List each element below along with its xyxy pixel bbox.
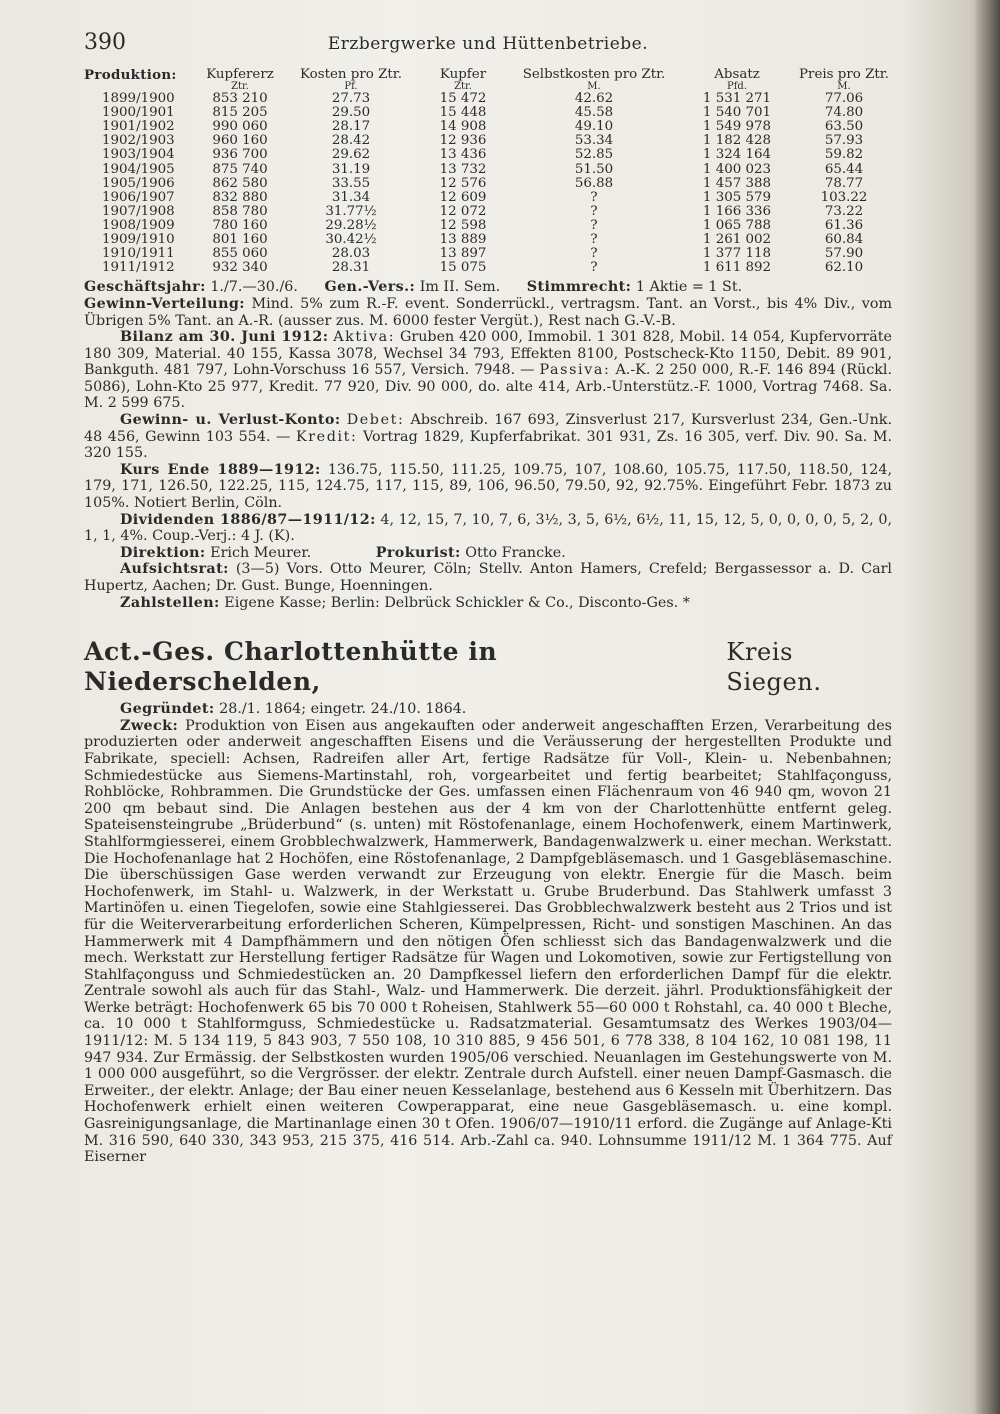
table-cell: 61.36 xyxy=(824,217,864,233)
table-row xyxy=(84,163,892,177)
table-cell: 77.06 xyxy=(824,91,864,107)
zahlstellen-text: Eigene Kasse; Berlin: Delbrück Schickler & Co., Disconto-Ges. * xyxy=(224,594,690,611)
zweck-paragraph xyxy=(84,718,892,1166)
kurs-label: Kurs Ende 1889—1912: xyxy=(120,461,321,478)
table-cell: 1 457 388 xyxy=(702,175,772,191)
table-cell: 875 740 xyxy=(212,161,268,177)
table-row xyxy=(84,148,892,162)
prokurist-text: Otto Francke. xyxy=(465,544,566,561)
table-cell-year: 1911/1912 xyxy=(102,260,175,276)
table-cell-year: 1908/1909 xyxy=(102,217,175,233)
table-cell: 52.85 xyxy=(574,147,614,163)
debet-text: Abschreib. 167 693, Zinsverlust 217, Kursverlust 234, Gen.-Unk. 48 456, Gewinn 103 554. — xyxy=(84,412,893,445)
company-name: Act.-Ges. Charlottenhütte in Niederschelden, xyxy=(84,637,498,697)
gegruendet-text: 28./1. 1864; eingetr. 24./10. 1864. xyxy=(219,701,467,718)
table-cell-year: 1899/1900 xyxy=(102,91,175,107)
table-cell: 13 732 xyxy=(439,161,487,177)
zweck-text: Produktion von Eisen aus angekauften oder anderweit angeschafften Erzen, Verarbeitung des produzierten oder anderweit angeschafften Eisens und die Veräusserung der hergestellten Produkte und Fabrikate, speciell: Achsen, Radreifen aller Art, fertige Radsätze für Voll-, Klein- u. Nebenbahnen; Schmiedestücke aus Siemens-Martinstahl, roh, vorgearbeitet und fertig bearbeitet; Stahlfaçonguss, Rohblöcke, Rohbrammen. Die Grundstücke der Ges. umfassen einen Flächenraum von 46 940 qm, wovon 21 200 qm bebaut sind. Die Anlagen bestehen aus der 4 km von der Charlottenhütte entfernt geleg. Spateisensteingrube „Brüderbund“ (s. unten) mit Röstofenanlage, einem Hochofenwerk, einem Martinwerk, Stahlformgiesserei, einem Grobblechwalzwerk, Hammerwerk, Bandagenwalzwerk u. einer mechan. Werkstatt. Die Hochofenanlage hat 2 Hochöfen, eine Röstofenanlage, 2 Dampfgebläsemasch. und 1 Gasgebläsemaschine. Die überschüssigen Gase werden verwandt zur Erzeugung von elektr. Energie für die Masch. beim Hochofenwerk, im Stahl- u. Walzwerk, in der Werkstatt u. Grube Bruderbund. Das Stahlwerk umfasst 3 Martinöfen u. einen Tiegelofen, sowie eine Stahlgiesserei. Das Grobblechwalzwerk besteht aus 2 Trios und ist für die Weiterverarbeitung erforderlichen Scheren, Kümpelpressen, Richt- und sonstigen Maschinen. An das Hammerwerk mit 4 Dampfhämmern und den nötigen Öfen schliesst sich das Bandagenwalzwerk und die mech. Werkstatt zur Herstellung fertiger Radsätze für Wagen und Lokomotiven, sowie zur Fertigstellung von Stahlfaçonguss und Schmiedestücken an. 20 Dampfkessel liefern den erforderlichen Dampf für die elektr. Zentrale sowohl als auch für das Stahl-, Walz- und Hammerwerk. Die derzeit. jährl. Produktionsfähigkeit der Werke beträgt: Hochofenwerk 65 bis 70 000 t Roheisen, Stahlwerk 55—60 000 t Rohstahl, ca. 40 000 t Bleche, ca. 10 000 t Stahlformguss, Schmiedestücke u. Radsatzmaterial. Gesamtumsatz des Werkes 1903/04—1911/12: M. 5 134 119, 5 843 903, 7 550 108, 10 310 885, 9 456 501, 6 778 338, 8 104 162, 10 081 198, 11 947 934. Zur Ermässig. der Selbstkosten wurden 1905/06 verschied. Neuanlagen im Gestehungswerte von M. 1 000 000 ausgeführt, so die Vergrösser. der elektr. Zentrale durch Aufstell. einer neuen Dampf-Gasmasch. die Erweiter., der elektr. Anlage; der Bau einer neuen Kesselanlage, bestehend aus 6 Kesseln mit Überhitzern. Das Hochofenwerk erhielt einen weiteren Cowperapparat, eine neue Gasgebläsemasch. u. eine kompl. Gasreinigungsanlage, die Martinanlage einen 30 t Ofen. 1906/07—1910/11 erford. die Zugänge auf Anlage-Kti M. 316 590, 640 330, 343 953, 215 375, 416 514. Arb.-Zahl ca. 940. Lohnsumme 1911/12 M. 1 364 775. Auf Eiserner xyxy=(84,717,893,1166)
table-cell: 936 700 xyxy=(212,147,268,163)
passiva-text: A.-K. 2 250 000, R.-F. 146 894 (Rückl. 5086), Lohn-Kto 25 977, Kredit. 77 920, Div. 90 000, do. alte 414, Arb.-Unterstütz.-F. 1000, Vortrag 7468. Sa. M. 2 599 675. xyxy=(84,362,893,412)
table-cell: 28.03 xyxy=(331,246,371,262)
table-cell: 30.42½ xyxy=(325,232,377,248)
table-cell: 858 780 xyxy=(212,203,268,219)
gewinn-verlust-label: Gewinn- u. Verlust-Konto: xyxy=(120,412,341,429)
table-cell: 855 060 xyxy=(212,246,268,262)
table-cell: 1 531 271 xyxy=(702,91,772,107)
table-row xyxy=(84,177,892,191)
table-cell: 29.28½ xyxy=(325,217,377,233)
table-cell: 12 598 xyxy=(439,217,487,233)
aufsichtsrat-paragraph xyxy=(84,561,892,594)
table-cell: 103.22 xyxy=(820,189,868,205)
prokurist-label: Prokurist: xyxy=(375,544,461,561)
gen-vers-label: Gen.-Vers.: xyxy=(324,279,416,296)
aktiva-label: Aktiva: xyxy=(333,329,396,346)
table-header: Produktion: xyxy=(84,67,177,83)
bilanz-paragraph xyxy=(84,329,892,412)
table-cell: 28.17 xyxy=(331,119,371,135)
table-cell: 63.50 xyxy=(824,119,864,135)
kurs-text: 136.75, 115.50, 111.25, 109.75, 107, 108.60, 105.75, 117.50, 118.50, 124, 179, 171, 126.50, 122.25, 115, 124.75, 117, 115, 89, 106, 96.50, 79.50, 92, 92.75%. Eingeführt Febr. 1873 zu 105%. Notiert Berlin, Cöln. xyxy=(84,461,893,512)
aufsichtsrat-label: Aufsichtsrat: xyxy=(120,561,229,578)
table-cell-year: 1901/1902 xyxy=(102,119,175,135)
gewinn-verteilung-label: Gewinn-Verteilung: xyxy=(84,295,245,312)
table-cell: 853 210 xyxy=(212,91,268,107)
table-cell: 960 160 xyxy=(212,133,268,149)
table-cell: 12 072 xyxy=(439,203,487,219)
table-row xyxy=(84,191,892,205)
table-cell: 15 075 xyxy=(439,260,487,276)
table-cell: 42.62 xyxy=(574,91,614,107)
table-cell-year: 1907/1908 xyxy=(102,203,175,219)
table-cell: 13 436 xyxy=(439,147,487,163)
table-cell: 801 160 xyxy=(212,232,268,248)
debet-label: Debet: xyxy=(346,412,405,429)
table-row xyxy=(84,247,892,261)
company-heading xyxy=(84,637,892,697)
table-cell: 780 160 xyxy=(212,217,268,233)
table-unit: M. xyxy=(587,81,601,93)
table-cell: ? xyxy=(590,189,598,205)
table-header-row xyxy=(84,68,892,82)
table-cell: 59.82 xyxy=(824,147,864,163)
table-cell: 12 576 xyxy=(439,175,487,191)
dividenden-label: Dividenden 1886/87—1911/12: xyxy=(120,511,376,528)
direktion-label: Direktion: xyxy=(120,544,206,561)
dividenden-paragraph xyxy=(84,512,892,545)
gegruendet-line xyxy=(84,701,892,718)
kurs-paragraph xyxy=(84,462,892,512)
table-cell: 862 580 xyxy=(212,175,268,191)
gewinn-verlust-paragraph xyxy=(84,412,892,462)
table-unit: Pf. xyxy=(344,81,358,93)
table-cell: 73.22 xyxy=(824,203,864,219)
table-cell: 74.80 xyxy=(824,105,864,121)
page-edge-shadow xyxy=(974,0,1000,1414)
table-cell-year: 1900/1901 xyxy=(102,105,175,121)
table-cell: 28.31 xyxy=(331,260,371,276)
table-cell-year: 1902/1903 xyxy=(102,133,175,149)
table-cell: 62.10 xyxy=(824,260,864,276)
table-cell: 15 472 xyxy=(439,91,487,107)
table-cell: 1 261 002 xyxy=(702,232,772,248)
table-cell: ? xyxy=(590,232,598,248)
stimmrecht-value: 1 Aktie = 1 St. xyxy=(635,279,743,296)
table-cell: 815 205 xyxy=(212,105,268,121)
table-cell: 1 377 118 xyxy=(702,246,772,262)
table-cell-year: 1909/1910 xyxy=(102,232,175,248)
table-cell: 57.93 xyxy=(824,133,864,149)
company-location: Kreis Siegen. xyxy=(726,638,822,697)
table-cell: 832 880 xyxy=(212,189,268,205)
table-cell-year: 1910/1911 xyxy=(102,246,175,262)
table-cell: 45.58 xyxy=(574,105,614,121)
table-cell-year: 1905/1906 xyxy=(102,175,175,191)
production-table xyxy=(84,68,892,275)
table-cell: 31.77½ xyxy=(325,203,377,219)
gegruendet-label: Gegründet: xyxy=(120,701,215,718)
table-cell-year: 1903/1904 xyxy=(102,147,175,163)
zweck-label: Zweck: xyxy=(120,717,179,734)
table-cell: ? xyxy=(590,260,598,276)
geschaeftsjahr-label: Geschäftsjahr: xyxy=(84,279,206,296)
table-cell: 1 611 892 xyxy=(702,260,772,276)
table-row xyxy=(84,92,892,106)
table-cell: 31.19 xyxy=(331,161,371,177)
table-cell: 33.55 xyxy=(331,175,371,191)
aktiva-text: Gruben 420 000, Immobil. 1 301 828, Mobil. 14 054, Kupfervorräte 180 309, Material. 40 155, Kassa 3078, Wechsel 34 793, Effekten 8100, Postscheck-Kto 1150, Debit. 89 901, Bankguth. 481 797, Lohn-Vorschuss 16 557, Versich. 7948. — xyxy=(84,329,892,379)
table-cell-year: 1906/1907 xyxy=(102,189,175,205)
table-cell: 65.44 xyxy=(824,161,864,177)
table-cell: 29.50 xyxy=(331,105,371,121)
running-title: Erzbergwerke und Hüttenbetriebe. xyxy=(327,34,649,54)
table-unit: M. xyxy=(837,81,851,93)
table-cell: 29.62 xyxy=(331,147,371,163)
table-cell: 1 400 023 xyxy=(702,161,772,177)
table-header: Absatz xyxy=(714,67,760,82)
table-cell: 12 936 xyxy=(439,133,487,149)
zahlstellen-paragraph xyxy=(84,595,892,612)
table-row xyxy=(84,106,892,120)
page-number: 390 xyxy=(84,30,126,55)
table-cell: 51.50 xyxy=(574,161,614,177)
table-cell: 1 549 978 xyxy=(702,119,772,135)
table-cell: 57.90 xyxy=(824,246,864,262)
direktion-line xyxy=(84,545,892,562)
gewinn-verteilung-text: Mind. 5% zum R.-F. event. Sonderrückl., vertragsm. Tant. an Vorst., bis 4% Div., vom Übrigen 5% Tant. an A.-R. (ausser zus. M. 6000 fester Vergüt.), Rest nach G.-V.-B. xyxy=(84,295,893,329)
table-unit: Ztr. xyxy=(231,81,249,93)
page-header xyxy=(84,30,892,68)
table-unit: Pfd. xyxy=(726,81,747,93)
table-cell: ? xyxy=(590,203,598,219)
table-cell: 15 448 xyxy=(439,105,487,121)
table-cell: 31.34 xyxy=(331,189,371,205)
production-table-body xyxy=(84,92,892,275)
table-cell: 1 540 701 xyxy=(702,105,772,121)
table-row xyxy=(84,134,892,148)
table-cell: 13 889 xyxy=(439,232,487,248)
table-cell: 932 340 xyxy=(212,260,268,276)
table-row xyxy=(84,205,892,219)
table-cell: 1 305 579 xyxy=(702,189,772,205)
table-header: Preis pro Ztr. xyxy=(799,67,889,82)
direktion-text: Erich Meurer. xyxy=(210,544,312,561)
dividenden-text: 4, 12, 15, 7, 10, 7, 6, 3½, 3, 5, 6½, 6½, 11, 15, 12, 5, 0, 0, 0, 0, 5, 2, 0, 1, 1, 4%. Coup.-Verj.: 4 J. (K). xyxy=(84,511,892,545)
table-row xyxy=(84,261,892,275)
table-header: Kupfer xyxy=(439,67,487,82)
table-cell: 13 897 xyxy=(439,246,487,262)
table-cell: 49.10 xyxy=(574,119,614,135)
table-cell: 27.73 xyxy=(331,91,371,107)
aufsichtsrat-text: (3—5) Vors. Otto Meurer, Cöln; Stellv. Anton Hamers, Crefeld; Bergassessor a. D. Carl Hupertz, Aachen; Dr. Gust. Bunge, Hoenningen. xyxy=(84,561,893,594)
table-cell: 1 065 788 xyxy=(702,217,772,233)
table-row xyxy=(84,120,892,134)
table-cell: 60.84 xyxy=(824,232,864,248)
table-header: Selbstkosten pro Ztr. xyxy=(522,67,666,82)
table-cell-year: 1904/1905 xyxy=(102,161,175,177)
table-cell: ? xyxy=(590,246,598,262)
meta-line xyxy=(84,279,892,296)
gewinn-verteilung-paragraph xyxy=(84,296,892,329)
table-row xyxy=(84,219,892,233)
geschaeftsjahr-value: 1./7.—30./6. xyxy=(210,279,298,296)
table-cell: 12 609 xyxy=(439,189,487,205)
table-cell: 53.34 xyxy=(574,133,614,149)
table-cell: 1 182 428 xyxy=(702,133,772,149)
table-header: Kupfererz xyxy=(206,67,274,82)
table-cell: 14 908 xyxy=(439,119,487,135)
table-cell: 1 166 336 xyxy=(702,203,772,219)
bilanz-label: Bilanz am 30. Juni 1912: xyxy=(120,329,329,346)
page-content xyxy=(84,30,892,1166)
passiva-label: Passiva: xyxy=(539,362,611,379)
table-cell: ? xyxy=(590,217,598,233)
kredit-label: Kredit: xyxy=(295,428,358,445)
table-cell: 56.88 xyxy=(574,175,614,191)
stimmrecht-label: Stimmrecht: xyxy=(526,279,632,296)
table-row xyxy=(84,233,892,247)
table-header: Kosten pro Ztr. xyxy=(300,67,402,82)
table-cell: 990 060 xyxy=(212,119,268,135)
table-cell: 1 324 164 xyxy=(702,147,772,163)
table-cell: 28.42 xyxy=(331,133,371,149)
gen-vers-value: Im II. Sem. xyxy=(419,279,501,296)
table-cell: 78.77 xyxy=(824,175,864,191)
zahlstellen-label: Zahlstellen: xyxy=(120,594,220,611)
table-unit: Ztr. xyxy=(454,81,472,93)
kredit-text: Vortrag 1829, Kupferfabrikat. 301 931, Zs. 16 305, verf. Div. 90. Sa. M. 320 155. xyxy=(84,428,893,462)
